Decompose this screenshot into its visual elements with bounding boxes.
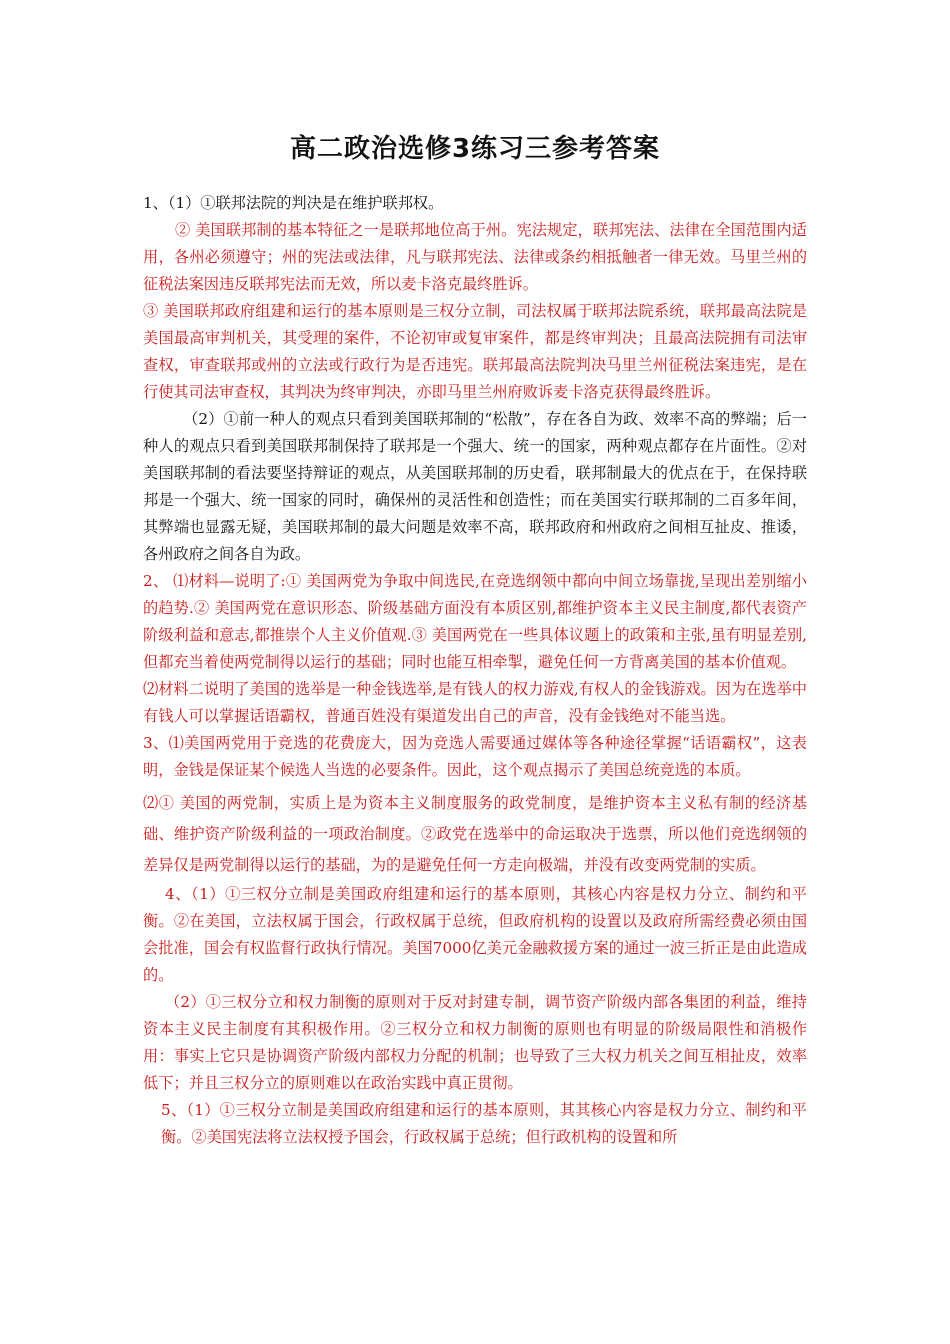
answer-1-point-2: ② 美国联邦制的基本特征之一是联邦地位高于州。宪法规定，联邦宪法、法律在全国范围内适用，各州必须遵守；州的宪法或法律，凡与联邦宪法、法律或条约相抵触者一律无效。马里兰州的征税法案因违反联邦宪法而无效，所以麦卡洛克最终胜诉。 (143, 221, 807, 293)
answer-2-part-1: 2、 ⑴材料—说明了:① 美国两党为争取中间选民,在竞选纲领中都向中间立场靠拢,呈现出差别缩小的趋势.② 美国两党在意识形态、阶级基础方面没有本质区别,都维护资本主义民主制度,都代表资产阶级利益和意志,都推崇个人主义价值观.③ 美国两党在一些具体议题上的政策和主张,虽有明显差别,但都充当着使两党制得以运行的基础；同时也能互相牵掣，避免任何一方背离美国的基本价值观。 (143, 572, 807, 671)
document-title: 高二政治选修3练习三参考答案 (289, 134, 661, 164)
answer-1-point-3: ③ 美国联邦政府组建和运行的基本原则是三权分立制，司法权属于联邦法院系统，联邦最高法院是美国最高审判机关，其受理的案件，不论初审或复审案件，都是终审判决；且最高法院拥有司法审查权，审查联邦或州的立法或行政行为是否违宪。联邦最高法院判决马里兰州征税法案违宪，是在行使其司法审查权，其判决为终审判决，亦即马里兰州府败诉麦卡洛克获得最终胜诉。 (143, 302, 807, 401)
answer-3-part-1: 3、⑴美国两党用于竞选的花费庞大，因为竞选人需要通过媒体等各种途径掌握“话语霸权”，这表明，金钱是保证某个候选人当选的必要条件。因此，这个观点揭示了美国总统竞选的本质。 (143, 734, 807, 779)
answer-1-part-2: （2）①前一种人的观点只看到美国联邦制的“松散”，存在各自为政、效率不高的弊端；后一种人的观点只看到美国联邦制保持了联邦是一个强大、统一的国家，两种观点都存在片面性。②对美国联邦制的看法要坚持辩证的观点，从美国联邦制的历史看，联邦制最大的优点在于，在保持联邦是一个强大、统一国家的同时，确保州的灵活性和创造性；而在美国实行联邦制的二百多年间，其弊端也显露无疑，美国联邦制的最大问题是效率不高，联邦政府和州政府之间相互扯皮、推诿，各州政府之间各自为政。 (143, 410, 807, 563)
answer-5-part-1: 5、（1）①三权分立制是美国政府组建和运行的基本原则，其其核心内容是权力分立、制约和平衡。②美国宪法将立法权授予国会，行政权属于总统；但行政机构的设置和所 (161, 1101, 807, 1146)
answer-3-part-2: ⑵① 美国的两党制，实质上是为资本主义制度服务的政党制度，是维护资本主义私有制的经济基础、维护资产阶级利益的一项政治制度。②政党在选举中的命运取决于选票，所以他们竞选纲领的差异仅是两党制得以运行的基础，为的是避免任何一方走向极端，并没有改变两党制的实质。 (143, 794, 807, 874)
answer-1-part-1: 1、（1）①联邦法院的判决是在维护联邦权。 (143, 194, 444, 212)
answer-4-part-1: 4、（1）①三权分立制是美国政府组建和运行的基本原则，其核心内容是权力分立、制约和平衡。②在美国，立法权属于国会，行政权属于总统，但政府机构的设置以及政府所需经费必须由国会批准，国会有权监督行政执行情况。美国7000亿美元金融救援方案的通过一波三折正是由此造成的。 (143, 885, 807, 984)
answer-2-part-2: ⑵材料二说明了美国的选举是一种金钱选举,是有钱人的权力游戏,有权人的金钱游戏。因为在选举中有钱人可以掌握话语霸权，普通百姓没有渠道发出自己的声音，没有金钱绝对不能当选。 (143, 680, 807, 725)
answer-content (143, 190, 807, 1151)
answer-4-part-2: （2）①三权分立和权力制衡的原则对于反对封建专制，调节资产阶级内部各集团的利益，维持资本主义民主制度有其积极作用。②三权分立和权力制衡的原则也有明显的阶级局限性和消极作用：事实上它只是协调资产阶级内部权力分配的机制；也导致了三大权力机关之间互相扯皮，效率低下；并且三权分立的原则难以在政治实践中真正贯彻。 (143, 993, 807, 1092)
